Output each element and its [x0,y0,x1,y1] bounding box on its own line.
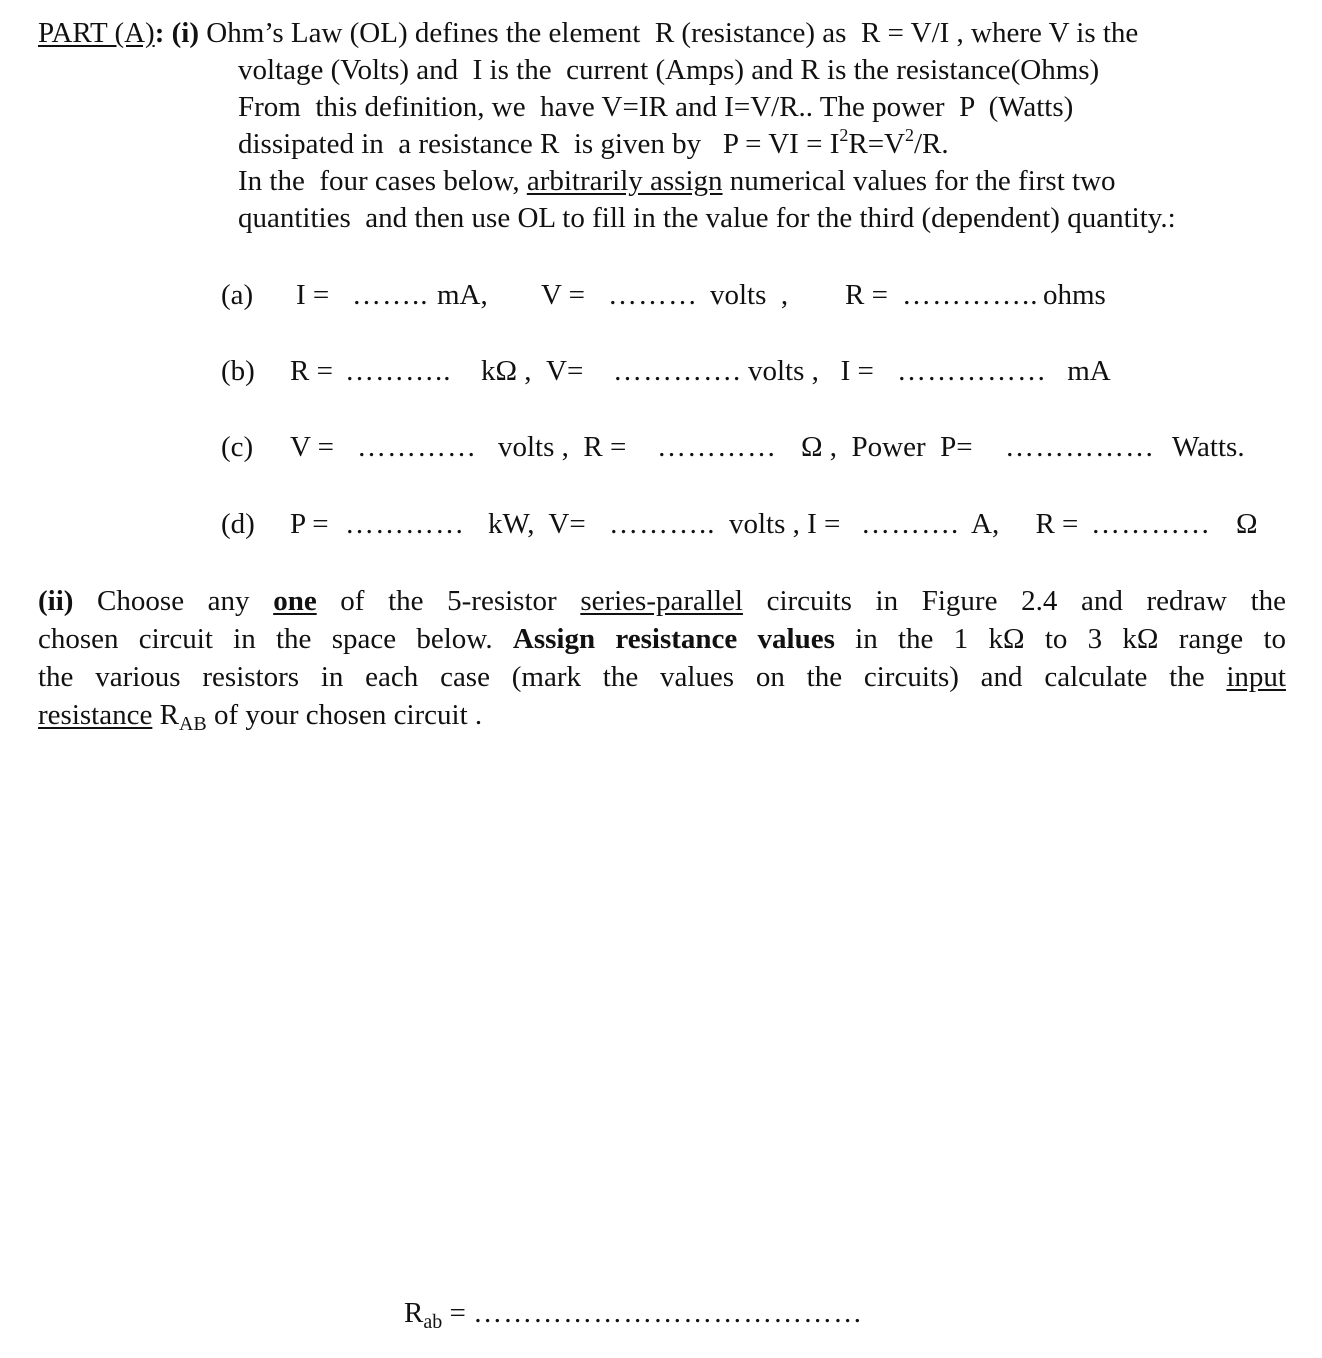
case-c-resistance-unit: Ω , Power P= [801,431,980,463]
case-a-voltage-blank[interactable]: ……… [608,279,707,311]
case-a-voltage-unit: volts , [710,279,789,311]
part-ii-text-3: circuits in Figure 2.4 and redraw the [742,585,1287,617]
case-a-resistance-unit: ohms [1043,279,1106,311]
formula-text-2: R=V [848,128,905,160]
part-ii-text-1: Choose any [73,585,274,617]
case-a-current-label: I = [296,279,344,311]
case-a-label: (a) [221,279,254,311]
case-c-power-blank[interactable]: …………… [1005,431,1164,463]
rab-equals: = [442,1297,474,1329]
case-a-voltage-label: V = [541,279,600,311]
part-ii-input: input [1226,661,1286,693]
case-d-label: (d) [221,508,255,540]
case-b-resistance-blank[interactable]: ……….. [345,355,460,387]
part-a-text-1: Ohm’s Law (OL) defines the element R (resistance) as R = V/I , where V is the [199,17,1139,49]
case-a-current-blank[interactable]: …….. [352,279,437,311]
case-a-resistance-label: R = [845,279,896,311]
case-c-label: (c) [221,431,254,463]
part-a-colon: : [154,17,165,49]
case-b-voltage-unit: volts , I = [748,355,882,387]
part-a-line-2: voltage (Volts) and I is the current (Amps) and R is the resistance(Ohms) [238,54,1100,86]
instruction-underlined: arbitrarily assign [526,165,723,197]
part-ii-r: R [152,699,179,731]
part-ii-text-7: of your chosen circuit . [206,699,483,731]
case-c-power-unit: Watts. [1172,431,1245,463]
case-d-voltage-unit: volts , I = [729,508,848,540]
rab-r: R [404,1297,424,1329]
circuit-drawing-area[interactable] [38,750,1286,1270]
case-c-voltage-unit: volts , R = [498,431,641,463]
part-ii-one: one [273,585,317,617]
part-a-line-3: From this definition, we have V=IR and I=V/R.. The power P (Watts) [238,91,1074,123]
part-i-label: (i) [171,17,200,49]
part-ii-text-4: chosen circuit in the space below. [38,623,513,655]
case-b-current-blank[interactable]: …………… [897,355,1047,387]
part-ii-series-parallel: series-parallel [580,585,743,617]
case-c-resistance-blank[interactable]: ………… [657,431,786,463]
case-d-power-blank[interactable]: ………… [345,508,474,540]
part-ii-line-2 [38,622,1286,657]
part-a-line-5 [238,164,1116,199]
part-ii-line-1 [38,584,1286,619]
instruction-text-2: numerical values for the first two [722,165,1116,197]
part-ii-text-5: in the 1 kΩ to 3 kΩ range to [834,623,1287,655]
part-a-line-6: quantities and then use OL to fill in the value for the third (dependent) quantity.: [238,202,1176,234]
part-ii-text-6: the various resistors in each case (mark the values on the circuits) and calculate the [38,661,1227,693]
part-ii-line-3 [38,660,1286,695]
formula-text-1: dissipated in a resistance R is given by P = VI = I [238,128,840,160]
case-d-current-unit: A, R = [971,508,1086,540]
case-d-current-blank[interactable]: ………. [861,508,960,540]
case-c-voltage-blank[interactable]: ………… [357,431,486,463]
part-ii-r-subscript: AB [178,713,207,735]
instruction-text-1: In the four cases below, [238,165,527,197]
case-d-power-label: P = [290,508,336,540]
rab-subscript: ab [423,1311,443,1333]
rab-answer-line [404,1296,863,1334]
case-b-label: (b) [221,355,255,387]
case-b-voltage-blank[interactable]: …………. [613,355,742,387]
formula-exp-1: 2 [839,125,849,145]
case-b-resistance-label: R = [290,355,341,387]
part-a-heading: PART (A) [38,17,155,49]
part-ii-bold: Assign resistance values [512,623,835,655]
part-a-line-1 [38,16,1138,51]
case-a-current-unit: mA, [437,279,488,311]
rab-blank[interactable]: ………………………………… [473,1297,864,1329]
case-b-resistance-unit: kΩ , V= [481,355,584,387]
formula-exp-2: 2 [905,125,914,145]
part-a-line-4 [238,127,949,162]
formula-text-3: /R. [914,128,949,160]
case-a-resistance-blank[interactable]: ………….. [902,279,1039,311]
part-ii-line-4 [38,698,1286,736]
part-ii-text-2: of the 5-resistor [316,585,581,617]
case-d-voltage-blank[interactable]: ……….. [609,508,724,540]
part-ii-resistance: resistance [38,699,153,731]
case-d-resistance-unit: Ω [1236,508,1258,540]
part-ii-label: (ii) [38,585,74,617]
case-b-current-unit: mA [1060,355,1111,387]
case-c-voltage-label: V = [290,431,349,463]
case-d-power-unit: kW, V= [488,508,593,540]
case-d-resistance-blank[interactable]: ………… [1091,508,1220,540]
